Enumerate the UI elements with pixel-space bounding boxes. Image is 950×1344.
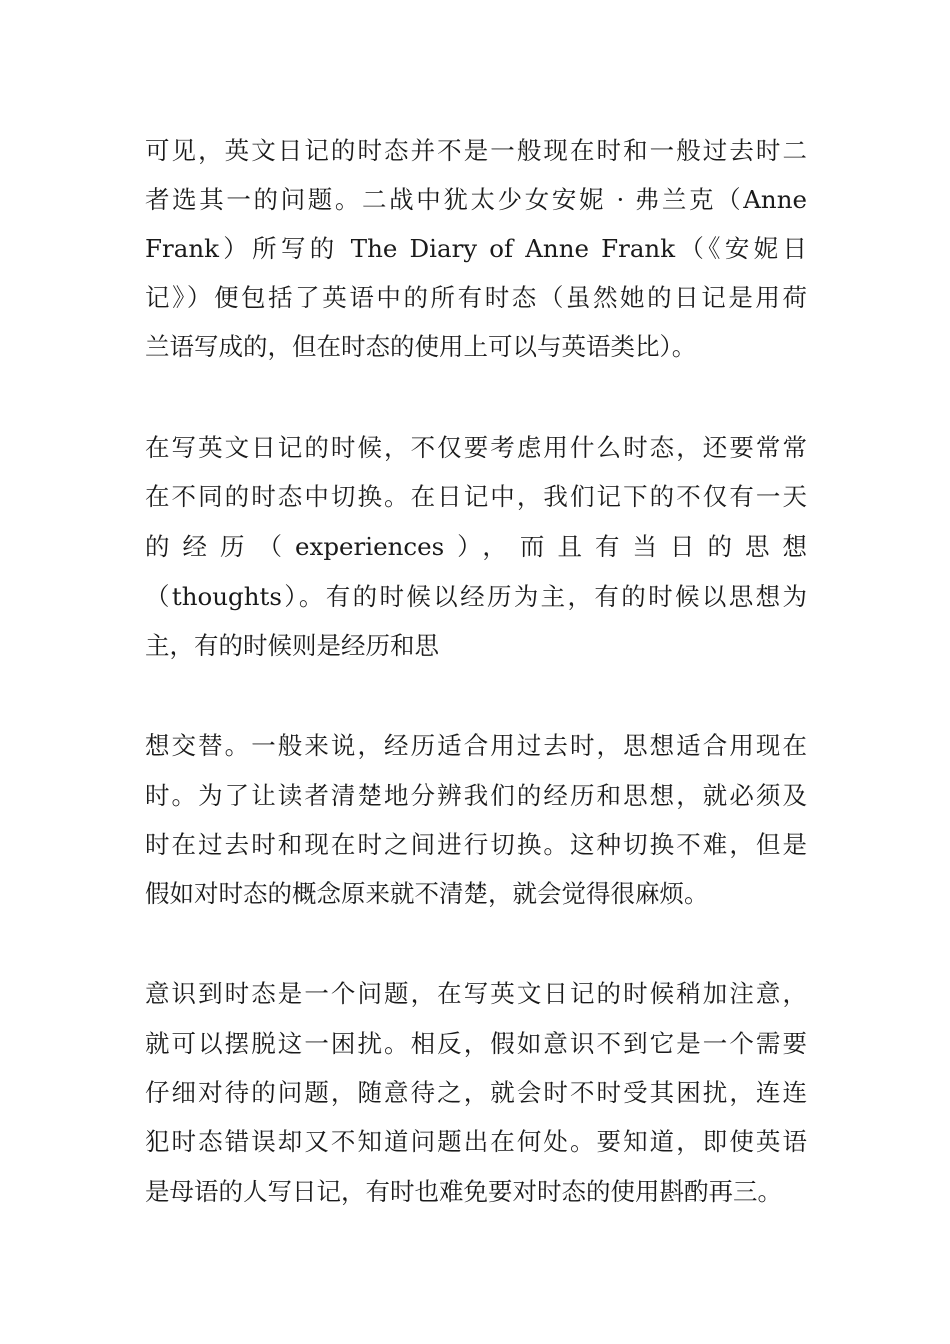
text-line: 假如对时态的概念原来就不清楚，就会觉得很麻烦。 bbox=[145, 879, 709, 908]
text-line: 时。为了让读者清楚地分辨我们的经历和思想，就必须及 bbox=[145, 781, 807, 810]
text-line: 在写英文日记的时候，不仅要考虑用什么时态，还要常常 bbox=[145, 433, 807, 462]
text-line: 兰语写成的，但在时态的使用上可以与英语类比）。 bbox=[145, 332, 697, 361]
text-line: 记》）便包括了英语中的所有时态（虽然她的日记是用荷 bbox=[145, 283, 807, 312]
text-line: 意识到时态是一个问题，在写英文日记的时候稍加注意， bbox=[145, 979, 807, 1008]
text-line: 是母语的人写日记，有时也难免要对时态的使用斟酌再三。 bbox=[145, 1177, 782, 1206]
text-line: 在不同的时态中切换。在日记中，我们记下的不仅有一天 bbox=[145, 482, 807, 511]
text-line: Frank）所写的 The Diary of Anne Frank（《安妮日 bbox=[145, 234, 807, 263]
text-line: 主，有的时候则是经历和思 bbox=[145, 631, 439, 660]
text-line: 就可以摆脱这一困扰。相反，假如意识不到它是一个需要 bbox=[145, 1029, 807, 1058]
text-line: 时在过去时和现在时之间进行切换。这种切换不难，但是 bbox=[145, 830, 807, 859]
text-line: 仔细对待的问题，随意待之，就会时不时受其困扰，连连 bbox=[145, 1078, 807, 1107]
text-line: 犯时态错误却又不知道问题出在何处。要知道，即使英语 bbox=[145, 1127, 807, 1156]
text-line: 者选其一的问题。二战中犹太少女安妮 · 弗兰克（Anne bbox=[145, 185, 807, 214]
text-line: （thoughts）。有的时候以经历为主，有的时候以思想为 bbox=[145, 582, 807, 611]
text-line: 的经历（experiences），而且有当日的思想 bbox=[145, 532, 807, 561]
text-line: 想交替。一般来说，经历适合用过去时，思想适合用现在 bbox=[145, 731, 807, 760]
text-line: 可见，英文日记的时态并不是一般现在时和一般过去时二 bbox=[145, 136, 807, 165]
